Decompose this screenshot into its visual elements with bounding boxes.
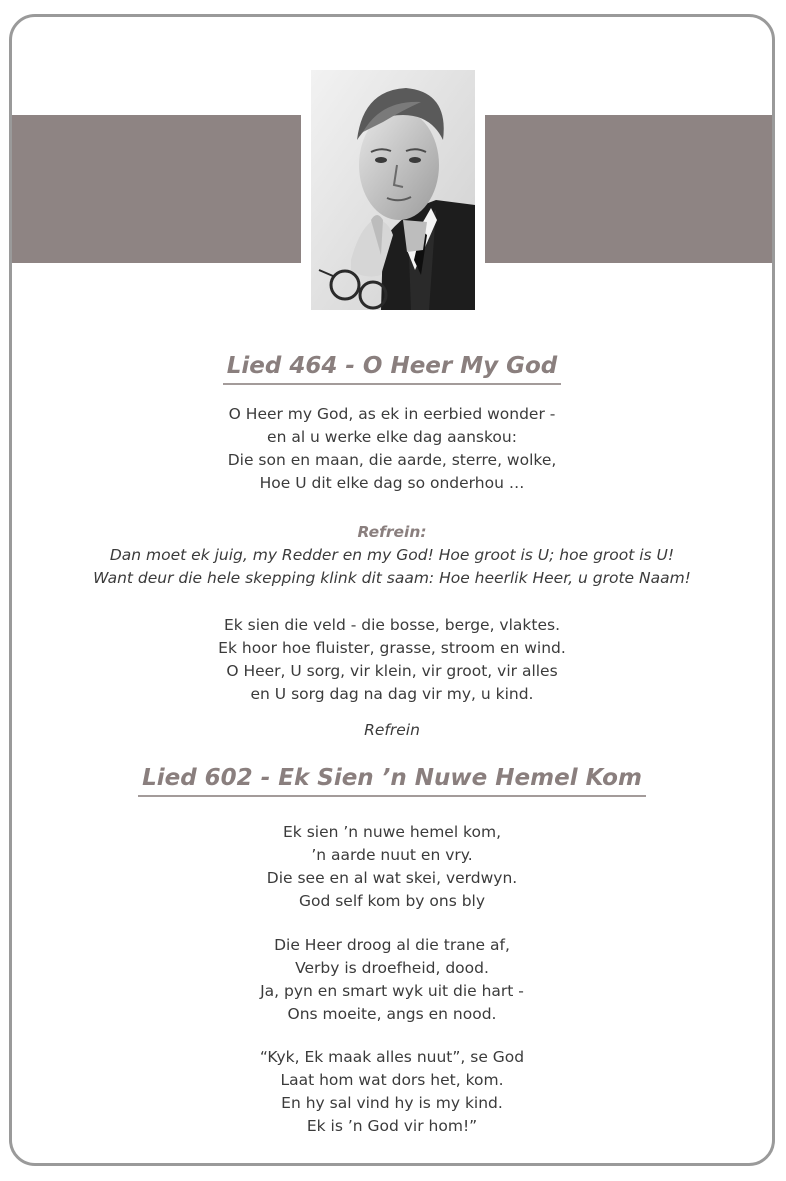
verse-line: God self kom by ons bly	[298, 892, 486, 910]
verse-line: Verby is droefheid, dood.	[295, 959, 489, 977]
refrain-line: Dan moet ek juig, my Redder en my God! Hoe groot is U; hoe groot is U!	[109, 546, 675, 564]
verse-line: Ja, pyn en smart wyk uit die hart -	[260, 982, 524, 1000]
song1-verse2	[12, 614, 772, 706]
song1-refrain-ref	[12, 719, 772, 742]
memorial-card	[9, 14, 775, 1166]
song1-verse1	[12, 403, 772, 495]
song1-title: Lied 464 - O Heer My God	[12, 353, 772, 385]
refrain-reference: Refrein	[364, 721, 420, 739]
verse-line: en U sorg dag na dag vir my, u kind.	[250, 685, 534, 703]
verse-line: Ek sien ’n nuwe hemel kom,	[283, 823, 501, 841]
verse-line: “Kyk, Ek maak alles nuut”, se God	[259, 1048, 525, 1066]
song2-verse1	[12, 821, 772, 913]
verse-line: Die see en al wat skei, verdwyn.	[266, 869, 518, 887]
refrain-line: Want deur die hele skepping klink dit saam: Hoe heerlik Heer, u grote Naam!	[93, 569, 691, 587]
verse-line: ’n aarde nuut en vry.	[311, 846, 473, 864]
verse-line: Ons moeite, angs en nood.	[287, 1005, 497, 1023]
verse-line: O Heer my God, as ek in eerbied wonder -	[228, 405, 556, 423]
verse-line: Ek hoor hoe fluister, grasse, stroom en wind.	[218, 639, 566, 657]
song1-refrain	[12, 521, 772, 590]
song2-verse2	[12, 934, 772, 1026]
verse-line: En hy sal vind hy is my kind.	[281, 1094, 503, 1112]
verse-line: Laat hom wat dors het, kom.	[280, 1071, 504, 1089]
verse-line: Ek sien die veld - die bosse, berge, vlaktes.	[223, 616, 561, 634]
verse-line: Die Heer droog al die trane af,	[274, 936, 510, 954]
verse-line: Die son en maan, die aarde, sterre, wolke,	[227, 451, 557, 469]
photo-frame	[301, 62, 485, 317]
verse-line: O Heer, U sorg, vir klein, vir groot, vir alles	[226, 662, 558, 680]
song2-title: Lied 602 - Ek Sien ’n Nuwe Hemel Kom	[12, 765, 772, 797]
portrait-photo-icon	[311, 70, 475, 310]
verse-line: en al u werke elke dag aanskou:	[267, 428, 517, 446]
song2-verse3	[12, 1046, 772, 1138]
refrain-label: Refrein:	[357, 523, 427, 541]
verse-line: Ek is ’n God vir hom!”	[306, 1117, 478, 1135]
verse-line: Hoe U dit elke dag so onderhou …	[259, 474, 525, 492]
